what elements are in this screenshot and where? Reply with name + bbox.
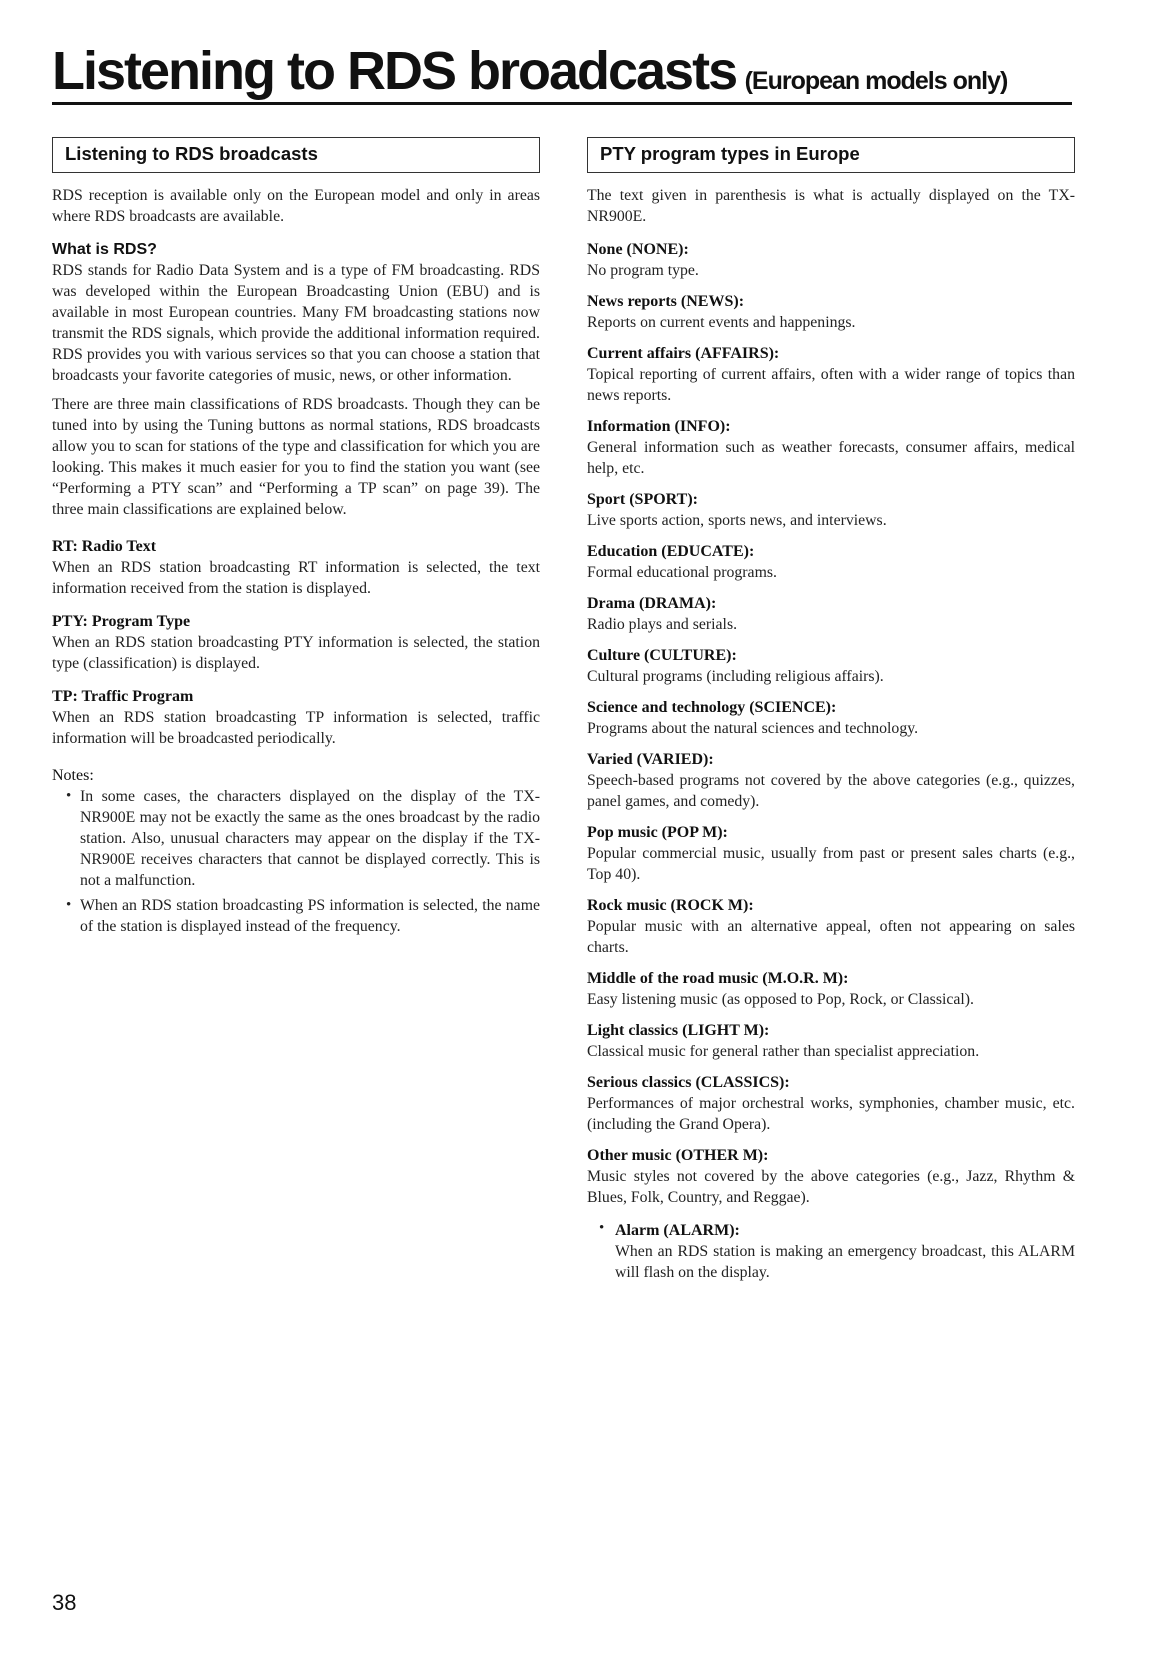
- pty-entry-pop: [587, 822, 1075, 885]
- pty-type-heading: Light classics (LIGHT M):: [587, 1022, 770, 1039]
- pty-entry-none: [587, 239, 1075, 281]
- pty-type-body: Radio plays and serials.: [587, 616, 738, 633]
- section-header-listening: Listening to RDS broadcasts: [52, 137, 540, 173]
- pty-type-heading: Middle of the road music (M.O.R. M):: [587, 970, 849, 987]
- pty-type-body: Cultural programs (including religious affairs).: [587, 668, 884, 685]
- pty-type-heading: Culture (CULTURE):: [587, 647, 737, 664]
- classifications-body: There are three main classifications of RDS broadcasts. Though they can be tuned into by using the Tuning buttons as normal stations, RDS broadcasts allow you to scan for stations of the type and classification for which you are looking. This makes it much easier for you to find the station you want (see “Performing a PTY scan” and “Performing a TP scan” on page 39). The three main classifications are explained below.: [52, 396, 540, 518]
- pty-entry-varied: [587, 749, 1075, 812]
- tp-body: When an RDS station broadcasting TP information is selected, traffic information will be broadcasted periodically.: [52, 709, 540, 747]
- pty-type-heading: Rock music (ROCK M):: [587, 897, 754, 914]
- page-number: 38: [52, 1590, 77, 1615]
- right-column: [587, 137, 1075, 1283]
- page-title-sub: (European models only): [744, 67, 1008, 95]
- pty-type-body: General information such as weather forecasts, consumer affairs, medical help, etc.: [587, 439, 1075, 477]
- pty-type-body: Live sports action, sports news, and interviews.: [587, 512, 887, 529]
- pty-type-body: No program type.: [587, 262, 699, 279]
- pty-entry-other: [587, 1145, 1075, 1208]
- alarm-heading: Alarm (ALARM):: [615, 1222, 740, 1239]
- bullet-icon: •: [599, 1220, 605, 1236]
- note-item: • When an RDS station broadcasting PS information is selected, the name of the station is displayed instead of the frequency.: [66, 895, 540, 937]
- pty-type-body: Music styles not covered by the above categories (e.g., Jazz, Rhythm & Blues, Folk, Country, and Reggae).: [587, 1168, 1075, 1206]
- pty-type-heading: Information (INFO):: [587, 418, 731, 435]
- pty-type-body: Performances of major orchestral works, symphonies, chamber music, etc. (including the Grand Opera).: [587, 1095, 1075, 1133]
- pty-type-body: Popular music with an alternative appeal, often not appearing on sales charts.: [587, 918, 1075, 956]
- pty-entry-drama: [587, 593, 1075, 635]
- pty-type-body: Formal educational programs.: [587, 564, 777, 581]
- pty-entry-classics: [587, 1072, 1075, 1135]
- title-rule: [52, 102, 1072, 105]
- pty-type-heading: None (NONE):: [587, 241, 689, 258]
- note-item: • In some cases, the characters displayed on the display of the TX-NR900E may not be exactly the same as the ones broadcast by the radio station. Also, unusual characters may appear on the display if the TX-NR900E receives characters that cannot be displayed correctly. This is not a malfunction.: [66, 786, 540, 891]
- notes-heading: Notes:: [52, 767, 94, 784]
- section-header-pty-types: PTY program types in Europe: [587, 137, 1075, 173]
- pty-entry-sport: [587, 489, 1075, 531]
- pty-type-body: Reports on current events and happenings.: [587, 314, 856, 331]
- pty-type-heading: News reports (NEWS):: [587, 293, 745, 310]
- pty-type-body: Easy listening music (as opposed to Pop, Rock, or Classical).: [587, 991, 974, 1008]
- pty-type-heading: Science and technology (SCIENCE):: [587, 699, 837, 716]
- page-title: [52, 40, 1072, 102]
- pty-entry-light: [587, 1020, 1075, 1062]
- pty-type-heading: Pop music (POP M):: [587, 824, 728, 841]
- pty-type-body: Programs about the natural sciences and technology.: [587, 720, 919, 737]
- pty-type-heading: Current affairs (AFFAIRS):: [587, 345, 780, 362]
- pty-entry-culture: [587, 645, 1075, 687]
- pty-type-heading: Other music (OTHER M):: [587, 1147, 769, 1164]
- rt-body: When an RDS station broadcasting RT information is selected, the text information received from the station is displayed.: [52, 559, 540, 597]
- pty-entry-affairs: [587, 343, 1075, 406]
- pty-entry-info: [587, 416, 1075, 479]
- pty-type-body: Classical music for general rather than specialist appreciation.: [587, 1043, 980, 1060]
- page-title-main: Listening to RDS broadcasts: [52, 41, 737, 101]
- pty-entry-science: [587, 697, 1075, 739]
- alarm-body: When an RDS station is making an emergency broadcast, this ALARM will flash on the display.: [615, 1243, 1075, 1281]
- rt-heading: RT: Radio Text: [52, 538, 157, 555]
- pty-type-heading: Education (EDUCATE):: [587, 543, 755, 560]
- pty-entry-news: [587, 291, 1075, 333]
- tp-heading: TP: Traffic Program: [52, 688, 194, 705]
- pty-entry-rock: [587, 895, 1075, 958]
- pty-body: When an RDS station broadcasting PTY information is selected, the station type (classification) is displayed.: [52, 634, 540, 672]
- pty-type-body: Topical reporting of current affairs, often with a wider range of topics than news reports.: [587, 366, 1075, 404]
- pty-type-heading: Serious classics (CLASSICS):: [587, 1074, 790, 1091]
- pty-type-body: Speech-based programs not covered by the above categories (e.g., quizzes, panel games, and comedy).: [587, 772, 1075, 810]
- pty-type-body: Popular commercial music, usually from past or present sales charts (e.g., Top 40).: [587, 845, 1075, 883]
- notes-list: [52, 786, 540, 937]
- pty-intro-text: The text given in parenthesis is what is actually displayed on the TX-NR900E.: [587, 187, 1075, 225]
- pty-entry-alarm: [587, 1220, 1075, 1283]
- pty-entry-educate: [587, 541, 1075, 583]
- left-column: [52, 137, 540, 941]
- intro-text: RDS reception is available only on the European model and only in areas where RDS broadcasts are available.: [52, 187, 540, 225]
- pty-type-heading: Varied (VARIED):: [587, 751, 714, 768]
- pty-entry-mor: [587, 968, 1075, 1010]
- what-is-rds-heading: What is RDS?: [52, 241, 157, 258]
- pty-type-heading: Drama (DRAMA):: [587, 595, 717, 612]
- pty-type-heading: Sport (SPORT):: [587, 491, 698, 508]
- pty-heading: PTY: Program Type: [52, 613, 191, 630]
- what-is-rds-body: RDS stands for Radio Data System and is a type of FM broadcasting. RDS was developed within the European Broadcasting Union (EBU) and is available in most European countries. Many FM broadcasting stations now transmit the RDS signals, which provide the additional information required. RDS provides you with various services so that you can choose a station that broadcasts your favorite categories of music, news, or other information.: [52, 262, 540, 384]
